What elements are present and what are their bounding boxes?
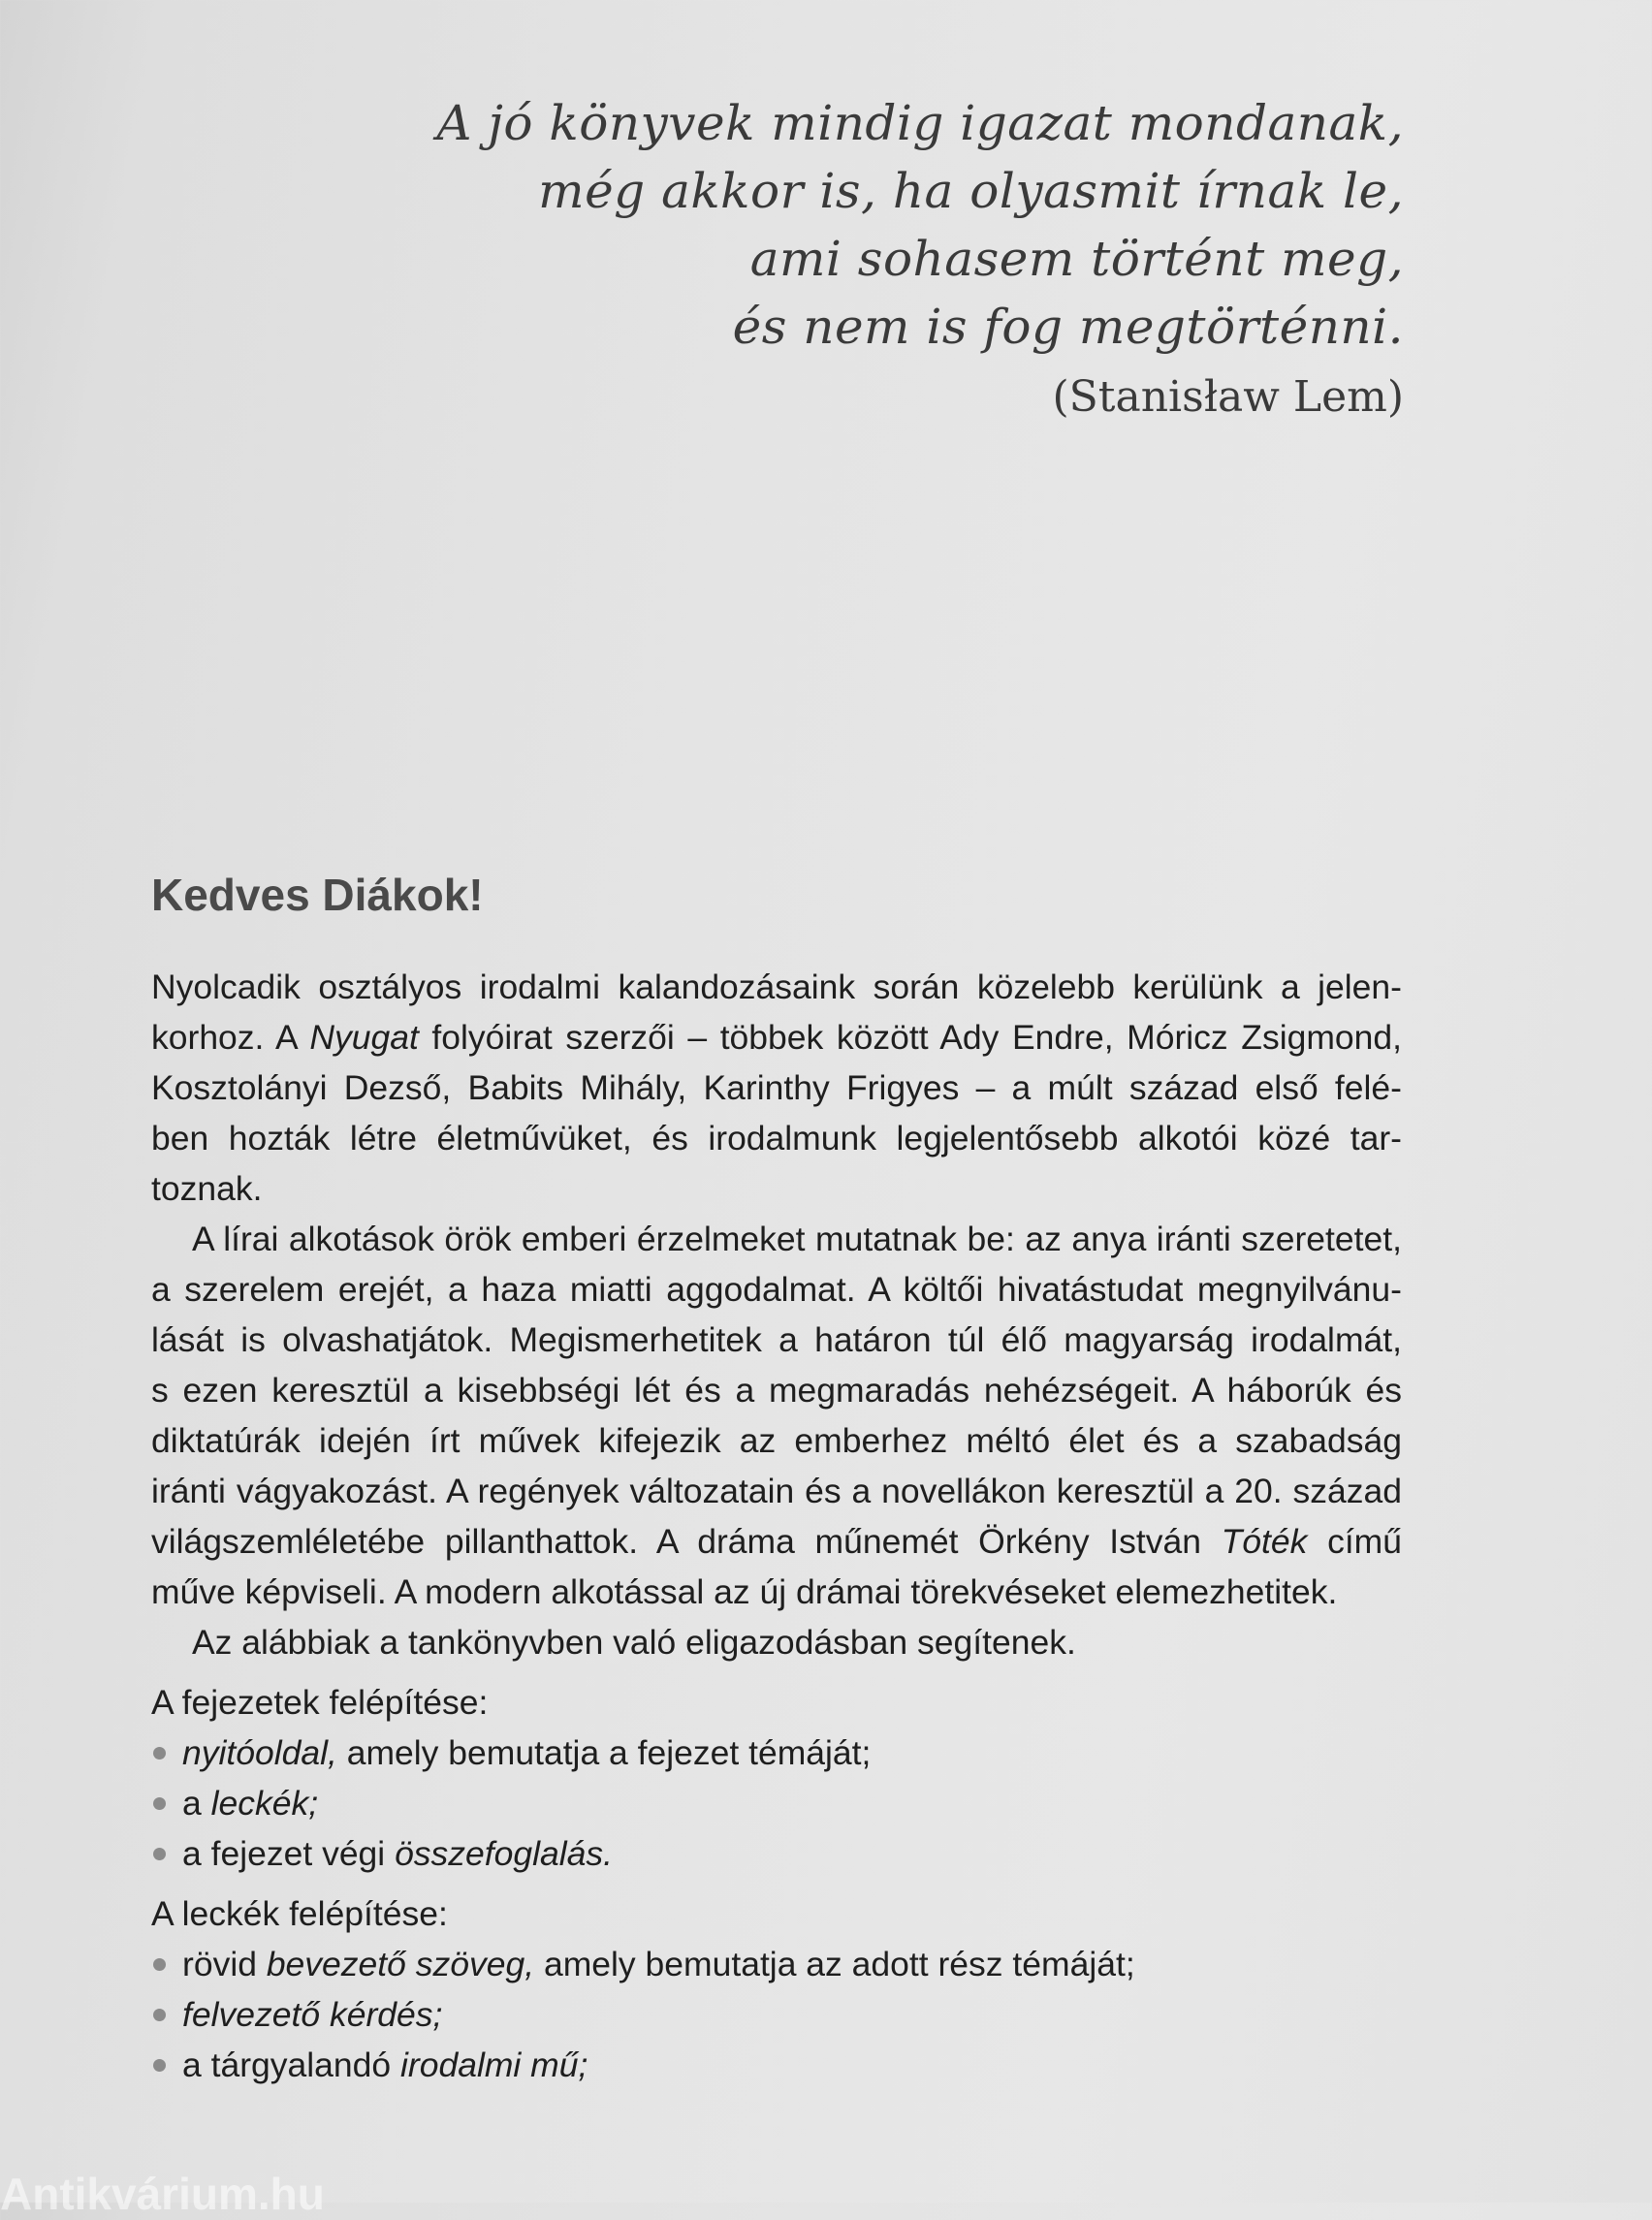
spacer — [151, 1667, 1402, 1677]
page-heading: Kedves Diákok! — [151, 870, 484, 920]
bullet-icon — [153, 1797, 166, 1810]
text-span: című — [1307, 1522, 1402, 1561]
work-title: Tóték — [1221, 1522, 1308, 1561]
text-span: a — [182, 1784, 211, 1823]
chapters-list-title: A fejezetek felépítése: — [151, 1683, 489, 1722]
emphasis: nyitóoldal, — [182, 1733, 337, 1772]
text-span: amely bemutatja a fejezet témáját; — [336, 1733, 872, 1772]
text-span: a tárgyalandó — [182, 2046, 400, 2084]
quote-line: A jó könyvek mindig igazat mondanak, — [436, 95, 1404, 151]
bullet-icon — [153, 2009, 166, 2021]
list-item — [151, 1989, 1402, 2040]
text-line: A lírai alkotások örök emberi érzelmeket mutatnak be: az anya iránti szeretetet, — [192, 1220, 1402, 1258]
lessons-list-title: A leckék felépítése: — [151, 1894, 448, 1933]
text-line: iránti vágyakozást. A regények változatain és a novellákon keresztül a 20. század — [151, 1472, 1402, 1510]
text-line: Nyolcadik osztályos irodalmi kalandozásaink során közelebb kerülünk a jelen- — [151, 967, 1402, 1006]
epigraph-quote — [436, 89, 1404, 361]
text-line: Az alábbiak a tankönyvben való eligazodásban segítenek. — [192, 1623, 1076, 1662]
list-item — [151, 2040, 1402, 2090]
text-span: amely bemutatja az adott rész témáját; — [534, 1945, 1135, 1983]
watermark: Antikvárium.hu — [0, 2169, 325, 2219]
emphasis: felvezető kérdés; — [182, 1995, 443, 2034]
text-span: a fejezet végi — [182, 1834, 396, 1873]
body-text — [151, 962, 1402, 2090]
paragraph-guide — [151, 1617, 1402, 1667]
bullet-icon — [153, 1848, 166, 1860]
text-line — [151, 1516, 1402, 1567]
text-line: ben hozták létre életművüket, és irodalmunk legjelentősebb alkotói közé tar- — [151, 1119, 1402, 1158]
list-item — [151, 1778, 1402, 1828]
text-span: korhoz. A — [151, 1018, 310, 1057]
text-line: s ezen keresztül a kisebbségi lét és a megmaradás nehézségeit. A háborúk és — [151, 1371, 1402, 1410]
emphasis: irodalmi mű; — [400, 2046, 588, 2084]
emphasis: leckék; — [210, 1784, 319, 1823]
bullet-icon — [153, 1958, 166, 1971]
list-item — [151, 1728, 1402, 1778]
paragraph-intro — [151, 962, 1402, 1214]
text-line: toznak. — [151, 1169, 263, 1208]
text-span: folyóirat szerzői – többek között Ady Endre, Móricz Zsigmond, — [418, 1018, 1402, 1057]
text-line: lását is olvashatjátok. Megismerhetitek a határon túl élő magyarság irodalmát, — [151, 1320, 1402, 1359]
chapters-list — [151, 1728, 1402, 1879]
bullet-icon — [153, 1747, 166, 1760]
text-span: rövid — [182, 1945, 267, 1983]
paragraph-lyrics — [151, 1214, 1402, 1617]
list-item — [151, 1939, 1402, 1989]
emphasis: bevezető szöveg, — [266, 1945, 535, 1983]
text-span: világszemléletébe pillanthattok. A dráma műnemét Örkény István — [151, 1522, 1222, 1561]
text-line: diktatúrák idején írt művek kifejezik az emberhez méltó élet és a szabadság — [151, 1421, 1402, 1460]
text-line — [151, 1012, 1402, 1062]
spacer — [151, 1879, 1402, 1888]
list-item — [151, 1828, 1402, 1879]
journal-title: Nyugat — [309, 1018, 419, 1057]
text-line: a szerelem erejét, a haza miatti aggodalmat. A költői hivatástudat megnyilvánu- — [151, 1270, 1402, 1309]
quote-line: még akkor is, ha olyasmit írnak le, — [538, 163, 1404, 219]
lessons-list — [151, 1939, 1402, 2090]
bullet-icon — [153, 2059, 166, 2072]
text-line: Kosztolányi Dezső, Babits Mihály, Karinthy Frigyes – a múlt század első felé- — [151, 1068, 1402, 1107]
quote-author: (Stanisław Lem) — [1052, 372, 1404, 422]
text-line: műve képviseli. A modern alkotással az új drámai törekvéseket elemezhetitek. — [151, 1572, 1338, 1611]
quote-line: és nem is fog megtörténni. — [732, 299, 1404, 355]
quote-line: ami sohasem történt meg, — [749, 231, 1404, 287]
emphasis: összefoglalás. — [395, 1834, 614, 1873]
